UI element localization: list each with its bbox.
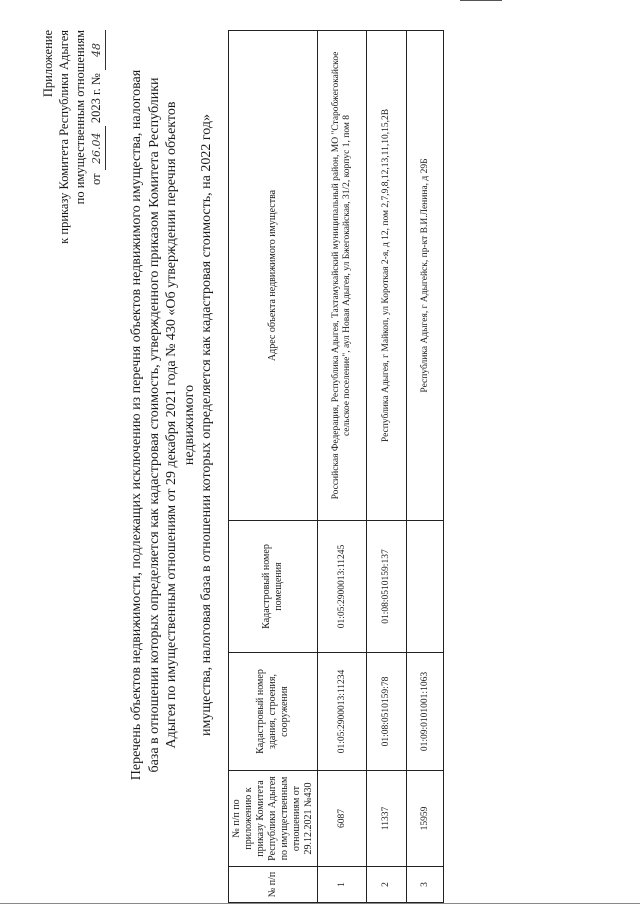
title-line-3: Адыгея по имущественным отношениям от 29 декабря 2021 года № 430 «Об утверждении перечня объектов недвижимого (164, 101, 197, 749)
header-address: Адрес объекта недвижимого имущества (229, 31, 318, 521)
header-building-cadastral: Кадастровый номер здания, строения, сооружения (229, 653, 318, 771)
cell-building: 01:09:0101001:1063 (407, 653, 444, 771)
cell-premises (407, 521, 444, 653)
cell-list-num: 6087 (318, 771, 367, 867)
header-premises-cadastral: Кадастровый номер помещения (229, 521, 318, 653)
appendix-order-ref: к приказу Комитета Республики Адыгея (57, 30, 71, 244)
cell-num: 2 (367, 867, 407, 903)
title-line-4: имущества, налоговая база в отношении которых определяется как кадастровая стоимость, на 2022 год» (199, 114, 214, 736)
cell-premises: 01:05:2900013:11245 (318, 521, 367, 653)
cell-list-num: 15959 (407, 771, 444, 867)
table-row (318, 31, 367, 903)
cell-num: 1 (318, 867, 367, 903)
appendix-date-line (88, 30, 106, 360)
cell-building: 01:08:0510159:78 (367, 653, 407, 771)
cell-num: 3 (407, 867, 444, 903)
cell-list-num: 11337 (367, 771, 407, 867)
appendix-label: Приложение (41, 30, 55, 98)
header-num: № п/п (229, 867, 318, 903)
title-line-1: Перечень объектов недвижимости, подлежащих исключению из перечня объектов недвижимого имущества, налоговая (129, 69, 144, 781)
table-row (367, 31, 407, 903)
cell-address: Республика Адыгея, г Майкоп, ул Короткая 2-я, д 12, пом 2,7,9,8,12,13,11,10,15,2В (367, 31, 407, 521)
cell-building: 01:05:2900013:11234 (318, 653, 367, 771)
handwritten-number: 48 (89, 30, 106, 70)
appendix-year-text: 2023 г. № (89, 73, 103, 124)
header-list-num: № п/п по приложению к приказу Комитета Республики Адыгея по имущественным отношениям от 29.12.2021 №430 (229, 771, 318, 867)
objects-table (228, 30, 444, 903)
appendix-date-prefix: от (89, 173, 103, 185)
document-title (128, 65, 216, 785)
table-row (407, 31, 444, 903)
handwritten-date: 26.04 (89, 126, 106, 170)
table-header-row (229, 31, 318, 903)
appendix-committee: по имущественным отношениям (73, 30, 87, 205)
appendix-block (40, 30, 106, 360)
cell-address: Республика Адыгея, г Адыгейск, пр-кт В.И.Ленина, д 29Б (407, 31, 444, 521)
cell-premises: 01:08:0510159:137 (367, 521, 407, 653)
title-line-2: база в отношении которых определяется как кадастровая стоимость, утвержденного приказом Комитета Республики (146, 77, 162, 773)
cell-address: Российская Федерация, Республика Адыгея, Тахтамукайский муниципальный район, МО "Старобжегокайское сельское поселение", аул Новая Адыгея, ул Бжегокайская, 31/2, корпус 1, пом 8 (318, 31, 367, 521)
